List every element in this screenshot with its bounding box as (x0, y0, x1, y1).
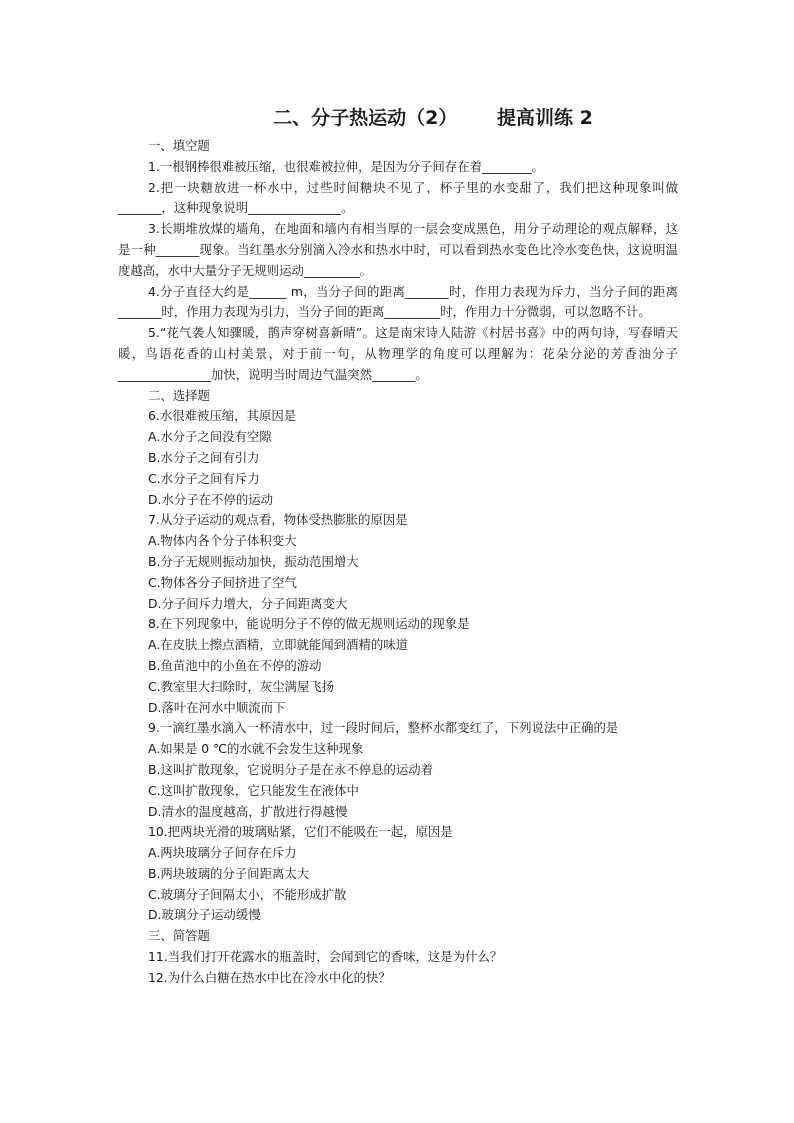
question-6-option-b: B.水分子之间有引力 (148, 449, 260, 465)
question-12: 12.为什么白糖在热水中比在冷水中化的快？ (148, 969, 391, 985)
question-8-option-d: D.落叶在河水中顺流而下 (148, 699, 286, 715)
question-9-option-b: B.这叫扩散现象，它说明分子是在永不停息的运动着 (148, 761, 434, 777)
question-9-stem: 9.一滴红墨水滴入一杯清水中，过一段时间后，整杯水都变红了，下列说法中正确的是 (148, 720, 619, 736)
question-3: 3.长期堆放煤的墙角，在地面和墙内有相当厚的一层会变成黑色，用分子动理论的观点解释，这是一种_______现象。当红墨水分别滴入冷水和热水中时，可以看到热水变色比冷水变色快，这说明温度越高，水中大量分子无规则运动_________。 (118, 221, 678, 278)
section-heading-fill: 一、填空题 (148, 138, 210, 153)
question-4: 4.分子直径大约是______ m，当分子间的距离_______时，作用力表现为斥力，当分子间的距离_______时，作用力表现为引力，当分子间的距离_________时，作用力十分微弱，可以忽略不计。 (118, 283, 678, 320)
question-9-option-a: A.如果是 0 ℃的水就不会发生这种现象 (148, 741, 364, 757)
question-7-option-c: C.物体各分子间挤进了空气 (148, 574, 297, 590)
question-8-option-b: B.鱼苗池中的小鱼在不停的游动 (148, 657, 322, 673)
question-10-stem: 10.把两块光滑的玻璃贴紧，它们不能吸在一起，原因是 (148, 824, 453, 840)
question-7-option-d: D.分子间斥力增大，分子间距离变大 (148, 595, 348, 611)
question-7-option-b: B.分子无规则振动加快，振动范围增大 (148, 553, 359, 569)
question-8-option-c: C.教室里大扫除时，灰尘满屋飞扬 (148, 678, 335, 694)
question-10-option-c: C.玻璃分子间隔太小，不能形成扩散 (148, 886, 347, 902)
question-6-stem: 6.水很难被压缩，其原因是 (148, 408, 297, 424)
question-7-option-a: A.物体内各个分子体积变大 (148, 533, 297, 549)
question-5: 5.“花气袭人知骤暖，鹊声穿树喜新晴”。这是南宋诗人陆游《村居书喜》中的两句诗，写春晴天暖，鸟语花香的山村美景，对于前一句，从物理学的角度可以理解为：花朵分泌的芳香油分子_______________加快，说明当时周边气温突然_______。 (118, 325, 678, 382)
section-heading-short: 三、简答题 (148, 928, 210, 944)
question-2: 2.把一块糖放进一杯水中，过些时间糖块不见了，杯子里的水变甜了，我们把这种现象叫做_______，这种现象说明_______________。 (118, 179, 678, 216)
question-9-option-d: D.清水的温度越高，扩散进行得越慢 (148, 803, 348, 819)
question-8-option-a: A.在皮肤上擦点酒精，立即就能闻到酒精的味道 (148, 637, 409, 653)
question-11: 11.当我们打开花露水的瓶盖时，会闻到它的香味，这是为什么？ (148, 949, 503, 965)
question-1: 1.一根钢棒很难被压缩，也很难被拉伸，是因为分子间存在着________。 (148, 158, 544, 174)
page-title: 二、分子热运动（2） 提高训练 2 (273, 107, 593, 129)
question-8-stem: 8.在下列现象中，能说明分子不停的做无规则运动的现象是 (148, 616, 470, 632)
question-6-option-d: D.水分子在不停的运动 (148, 491, 273, 507)
question-10-option-b: B.两块玻璃的分子间距离太大 (148, 865, 310, 881)
worksheet-page (118, 104, 678, 989)
question-10-option-d: D.玻璃分子运动缓慢 (148, 907, 261, 923)
question-7-stem: 7.从分子运动的观点看，物体受热膨胀的原因是 (148, 512, 408, 528)
question-10-option-a: A.两块玻璃分子间存在斥力 (148, 845, 297, 861)
section-heading-choice: 二、选择题 (148, 387, 210, 403)
question-6-option-c: C.水分子之间有斥力 (148, 470, 260, 486)
question-6-option-a: A.水分子之间没有空隙 (148, 429, 272, 445)
question-9-option-c: C.这叫扩散现象，它只能发生在液体中 (148, 782, 359, 798)
